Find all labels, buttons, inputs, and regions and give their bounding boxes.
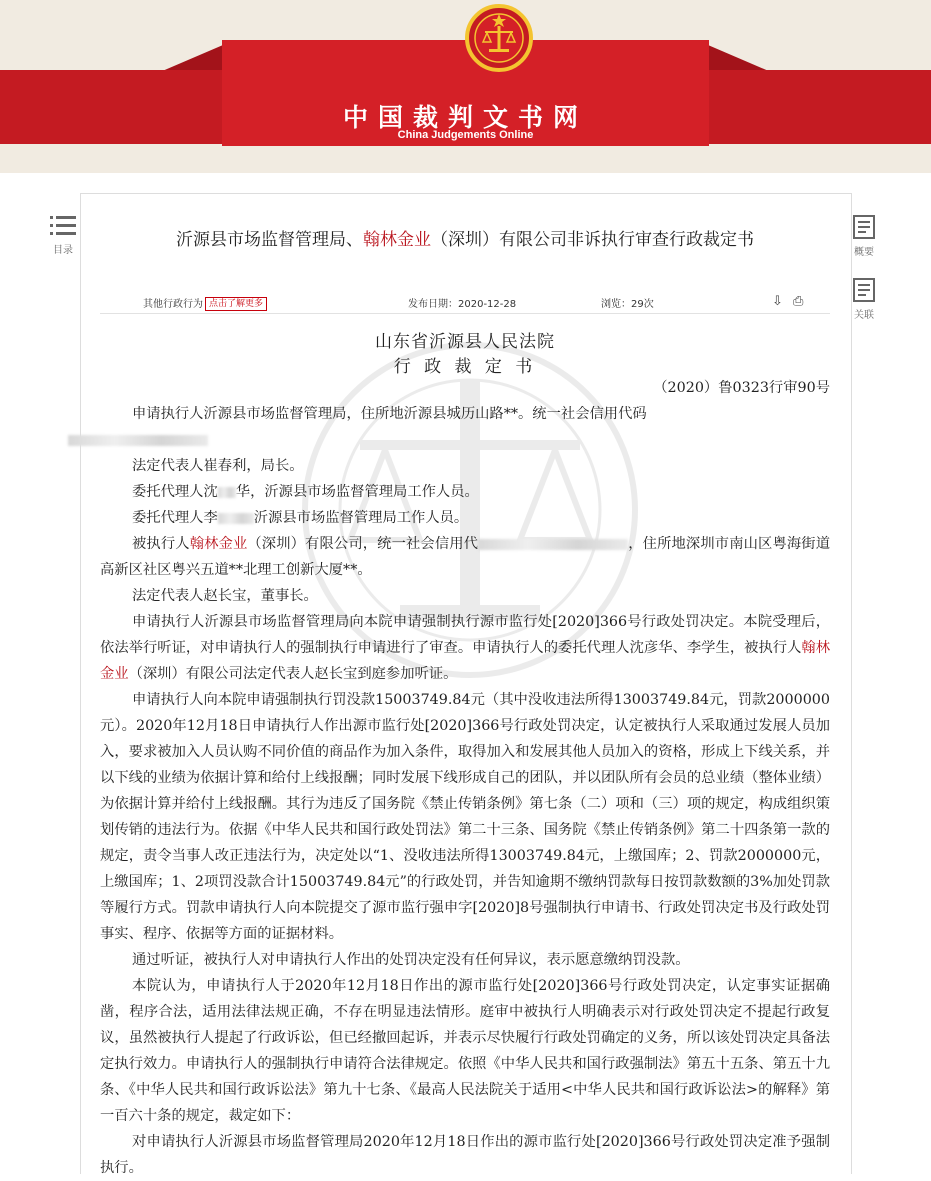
paragraph-court-opinion: 本院认为，申请执行人于2020年12月18日作出的源市监行处[2020]366号行政处罚决定，认定事实证据确凿，程序合法，适用法律法规正确，不存在明显违法情形。庭审中被执行人明确表示对行政处罚决定不提起行政复议，虽然被执行人提起了行政诉讼，但已经撤回起诉，并表示尽快履行行政处罚确定的义务，所以该处罚决定具备法定执行效力。申请执行人的强制执行申请符合法律规定。依照《中华人民共和国行政强制法》第五十五条、第五十九条、《中华人民共和国行政诉讼法》第九十七条、《最高人民法院关于适用<中华人民共和国行政诉讼法>的解释》第一百六十条的规定，裁定如下： — [100, 978, 830, 1124]
paragraph-text: 华，沂源县市场监督管理局工作人员。 — [235, 484, 479, 500]
paragraph-agent-1 — [100, 479, 830, 505]
paragraph-text: 委托代理人李 — [132, 510, 218, 526]
view-count: 浏览：29次 — [601, 299, 654, 310]
doc-actions — [772, 294, 803, 309]
ribbon-fold-left — [160, 42, 230, 72]
category-label: 其他行政行为 — [143, 299, 203, 310]
paragraph-legal-rep: 法定代表人崔春利，局长。 — [132, 458, 304, 474]
toc-label: 目录 — [53, 245, 73, 256]
document-icon — [853, 215, 875, 239]
redacted-text — [478, 539, 628, 550]
paragraph-text: ，住所地深圳市南山区粤海街道高新区社区粤兴五道**北理工创新大厦**。 — [100, 536, 831, 578]
paragraph-text: （深圳）有限公司，统一社会信用代 — [247, 536, 479, 552]
related-button[interactable] — [853, 278, 875, 321]
title-suffix: （深圳）有限公司非诉执行审查行政裁定书 — [431, 230, 754, 250]
paragraph-respondent-rep: 法定代表人赵长宝，董事长。 — [132, 588, 318, 604]
more-info-tag[interactable]: 点击了解更多 — [205, 297, 267, 311]
document-type: 行 政 裁 定 书 — [393, 357, 537, 377]
paragraph-facts: 申请执行人向本院申请强制执行罚没款15003749.84元（其中没收违法所得13003749.84元，罚款2000000元）。2020年12月18日申请执行人作出源市监行处[2020]366号行政处罚决定，认定被执行人采取通过发展人员加入，要求被加入人员认购不同价值的商品作为加入条件，取得加入和发展其他人员加入的资格，形成上下线关系，并以下线的业绩为依据计算和给付上线报酬；同时发展下线形成自己的团队，并以团队所有会员的总业绩（整体业绩）为依据计算并给付上线报酬。其行为违反了国务院《禁止传销条例》第七条（二）项和（三）项的规定，构成组织策划传销的违法行为。依据《中华人民共和国行政处罚法》第二十三条、国务院《禁止传销条例》第二十四条第一款的规定，责令当事人改正违法行为，决定处以“1、没收违法所得13003749.84元，上缴国库；2、罚款2000000元，上缴国库；1、2项罚没款合计15003749.84元”的行政处罚，并告知逾期不缴纳罚款每日按罚款数额的3%加处罚款等履行方式。罚款申请执行人向本院提交了源市监行强申字[2020]8号强制执行申请书、行政处罚决定书及行政处罚事实、程序、依据等方面的证据材料。 — [100, 692, 830, 942]
list-icon — [50, 215, 76, 237]
toc-button[interactable] — [50, 215, 76, 256]
site-title: 中国裁判文书网 — [342, 103, 588, 132]
redacted-text — [218, 513, 254, 524]
site-subtitle: China Judgements Online — [397, 129, 534, 141]
site-header — [0, 0, 931, 173]
paragraph-applicant — [100, 401, 830, 453]
paragraph-text: 被执行人 — [132, 536, 190, 552]
paragraph-text: 委托代理人沈 — [132, 484, 218, 500]
document-title — [100, 225, 830, 250]
paragraph-respondent — [100, 531, 830, 583]
paragraph-text: （深圳）有限公司法定代表人赵长宝到庭参加听证。 — [128, 666, 458, 682]
paragraph-text: 沂源县市场监督管理局工作人员。 — [253, 510, 469, 526]
publish-date: 发布日期：2020-12-28 — [408, 299, 517, 310]
document-icon — [853, 278, 875, 302]
paragraph-agent-2 — [100, 505, 830, 531]
ribbon-fold-right — [701, 42, 771, 72]
paragraph-ruling: 对申请执行人沂源县市场监督管理局2020年12月18日作出的源市监行处[2020]366号行政处罚决定准予强制执行。 — [100, 1134, 830, 1176]
related-label: 关联 — [854, 310, 874, 321]
summary-button[interactable] — [853, 215, 875, 258]
meta-divider — [100, 313, 830, 314]
court-emblem-icon — [465, 4, 533, 72]
court-name: 山东省沂源县人民法院 — [375, 332, 555, 352]
company-link[interactable]: 翰林金业 — [100, 640, 831, 682]
summary-label: 概要 — [854, 247, 874, 258]
paragraph-text: 申请执行人沂源县市场监督管理局向本院申请强制执行源市监行处[2020]366号行政处罚决定。本院受理后，依法举行听证，对申请执行人的强制执行申请进行了审查。申请执行人的委托代理人沈彦华、李学生，被执行人 — [100, 614, 830, 656]
title-prefix: 沂源县市场监督管理局、 — [176, 230, 363, 250]
paragraph-hearing-result: 通过听证，被执行人对申请执行人作出的处罚决定没有任何异议，表示愿意缴纳罚没款。 — [132, 952, 690, 968]
paragraph-hearing — [100, 609, 830, 687]
title-highlight[interactable]: 翰林金业 — [363, 230, 431, 250]
category-meta — [143, 295, 267, 311]
case-number: （2020）鲁0323行审90号 — [653, 380, 830, 396]
download-icon[interactable]: ⇩ — [772, 294, 783, 309]
redacted-text — [68, 435, 208, 446]
company-link[interactable]: 翰林金业 — [189, 536, 248, 552]
print-icon[interactable]: ⎙ — [793, 294, 804, 309]
redacted-text — [218, 487, 236, 498]
paragraph-text: 申请执行人沂源县市场监督管理局，住所地沂源县城历山路**。统一社会信用代码 — [132, 406, 647, 422]
